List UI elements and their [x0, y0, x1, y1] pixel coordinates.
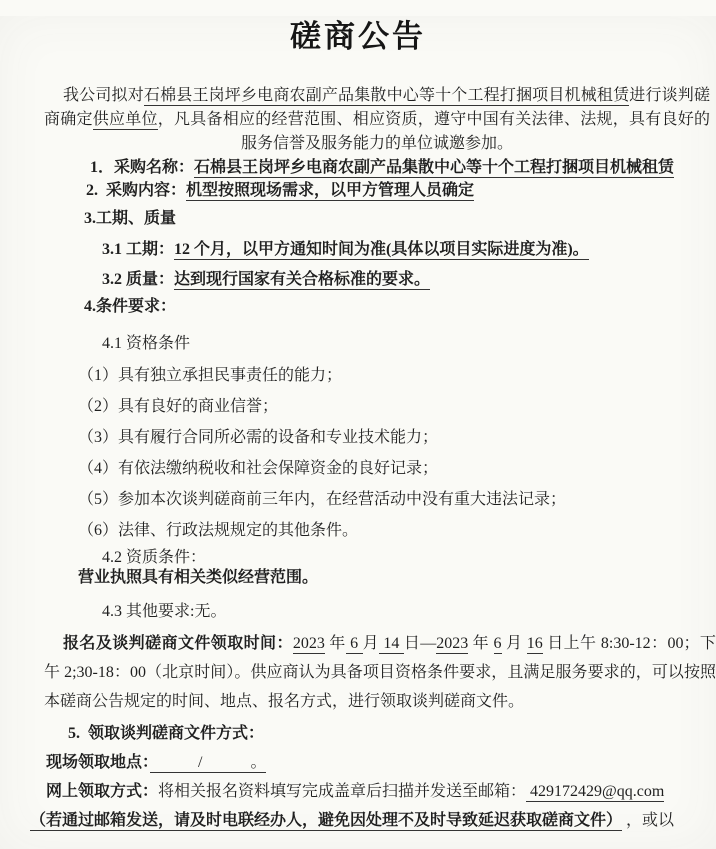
- intro-text-run: 进行谈判磋商确定: [44, 87, 710, 128]
- onsite-location-label: 现场领取地点：: [46, 754, 151, 771]
- quality-item: [102, 268, 716, 292]
- qualification-heading: 4.1 资格条件: [102, 335, 191, 352]
- scanned-announcement-page: [0, 16, 716, 833]
- procurement-name-item: [90, 156, 716, 179]
- email-note-line: [30, 809, 710, 833]
- schedule-text-run: 年: [468, 635, 494, 652]
- credential-heading: 4.2 资质条件：: [102, 549, 207, 566]
- duration-label: 3.1 工期：: [102, 241, 175, 258]
- duration-value: 12 个月，以甲方通知时间为准(具体以项目实际进度为准)。: [174, 241, 589, 258]
- other-requirements: 4.3 其他要求:无。: [102, 603, 227, 620]
- schedule-text-run: 日—: [403, 635, 437, 652]
- quality-value: 达到现行国家有关合格标准的要求。: [174, 271, 431, 288]
- section-4-heading: 4.条件要求：: [84, 298, 177, 315]
- schedule-text-run: 日上午 8:30-12：00；下午 2;30-18：00（北京时间）。供应商认为具备项目资格条件要求，且满足服务要求的，可以按照本磋商公告规定的时间、地点、报名方式，进行领取谈判磋商文件。: [44, 635, 716, 710]
- schedule-label: 报名及谈判磋商文件领取时间：: [63, 635, 293, 652]
- procurement-content-label: 2. 采购内容：: [86, 182, 187, 199]
- schedule-text-run: 月: [501, 635, 527, 652]
- start-month-underline: 6: [345, 635, 363, 652]
- end-year-underline: 2023: [436, 635, 469, 652]
- intro-text-run: 我公司拟对: [63, 87, 144, 104]
- supplier-term-underline: 供应单位: [92, 111, 158, 128]
- procurement-name-value: 石棉县王岗坪乡电商农副产品集散中心等十个工程打捆项目机械租赁: [194, 159, 675, 176]
- end-day-underline: 16: [526, 635, 543, 652]
- condition-item: （6）法律、行政法规规定的其他条件。: [78, 522, 359, 539]
- end-month-underline: 6: [493, 635, 502, 652]
- duration-item: [102, 238, 716, 262]
- onsite-location-blank: / 。: [150, 754, 267, 771]
- onsite-collection-line: [46, 751, 716, 775]
- document-title: 磋商公告: [290, 19, 426, 54]
- condition-item: （3）具有履行合同所必需的设备和专业技术能力；: [78, 429, 439, 446]
- schedule-text-run: 月: [362, 635, 379, 652]
- condition-item: （4）有依法缴纳税收和社会保障资金的良好记录；: [78, 460, 439, 477]
- online-collection-line: [46, 780, 708, 804]
- project-name-underline: 石棉县王岗坪乡电商农副产品集散中心等十个工程打捆项目机械租赁: [143, 87, 630, 104]
- condition-item: （1）具有独立承担民事责任的能力；: [78, 367, 343, 384]
- intro-text-run: ，凡具备相应的经营范围、相应资质，遵守中国有关法律、法规，具有良好的服务信誉及服务能力的单位诚邀参加。: [157, 111, 710, 152]
- start-day-underline: 14: [379, 635, 404, 652]
- online-method-label: 网上领取方式：: [46, 783, 159, 800]
- quality-label: 3.2 质量：: [102, 271, 175, 288]
- email-note-tail: ，或以: [622, 812, 675, 829]
- email-note-underline: （若通过邮箱发送，请及时电联经办人，避免因处理不及时导致延迟获取磋商文件）: [30, 812, 623, 829]
- section-5-heading: 5. 领取谈判磋商文件方式：: [68, 725, 265, 742]
- condition-item: （5）参加本次谈判磋商前三年内，在经营活动中没有重大违法记录；: [78, 491, 567, 508]
- section-3-heading: 3.工期、质量: [84, 210, 177, 227]
- procurement-content-value: 机型按照现场需求，以甲方管理人员确定: [186, 182, 475, 199]
- schedule-text-run: 年: [324, 635, 346, 652]
- procurement-name-label: 1．采购名称：: [90, 159, 195, 176]
- credential-value: 营业执照具有相关类似经营范围。: [78, 569, 319, 586]
- start-year-underline: 2023: [292, 635, 325, 652]
- procurement-content-item: [86, 179, 716, 202]
- email-address: 429172429@qq.com: [526, 783, 665, 800]
- condition-item: （2）具有良好的商业信誉；: [78, 398, 279, 415]
- online-method-text: 将相关报名资料填写完成盖章后扫描并发送至邮箱：: [158, 783, 527, 800]
- document-collection-schedule: [44, 629, 716, 716]
- intro-paragraph: [44, 84, 710, 156]
